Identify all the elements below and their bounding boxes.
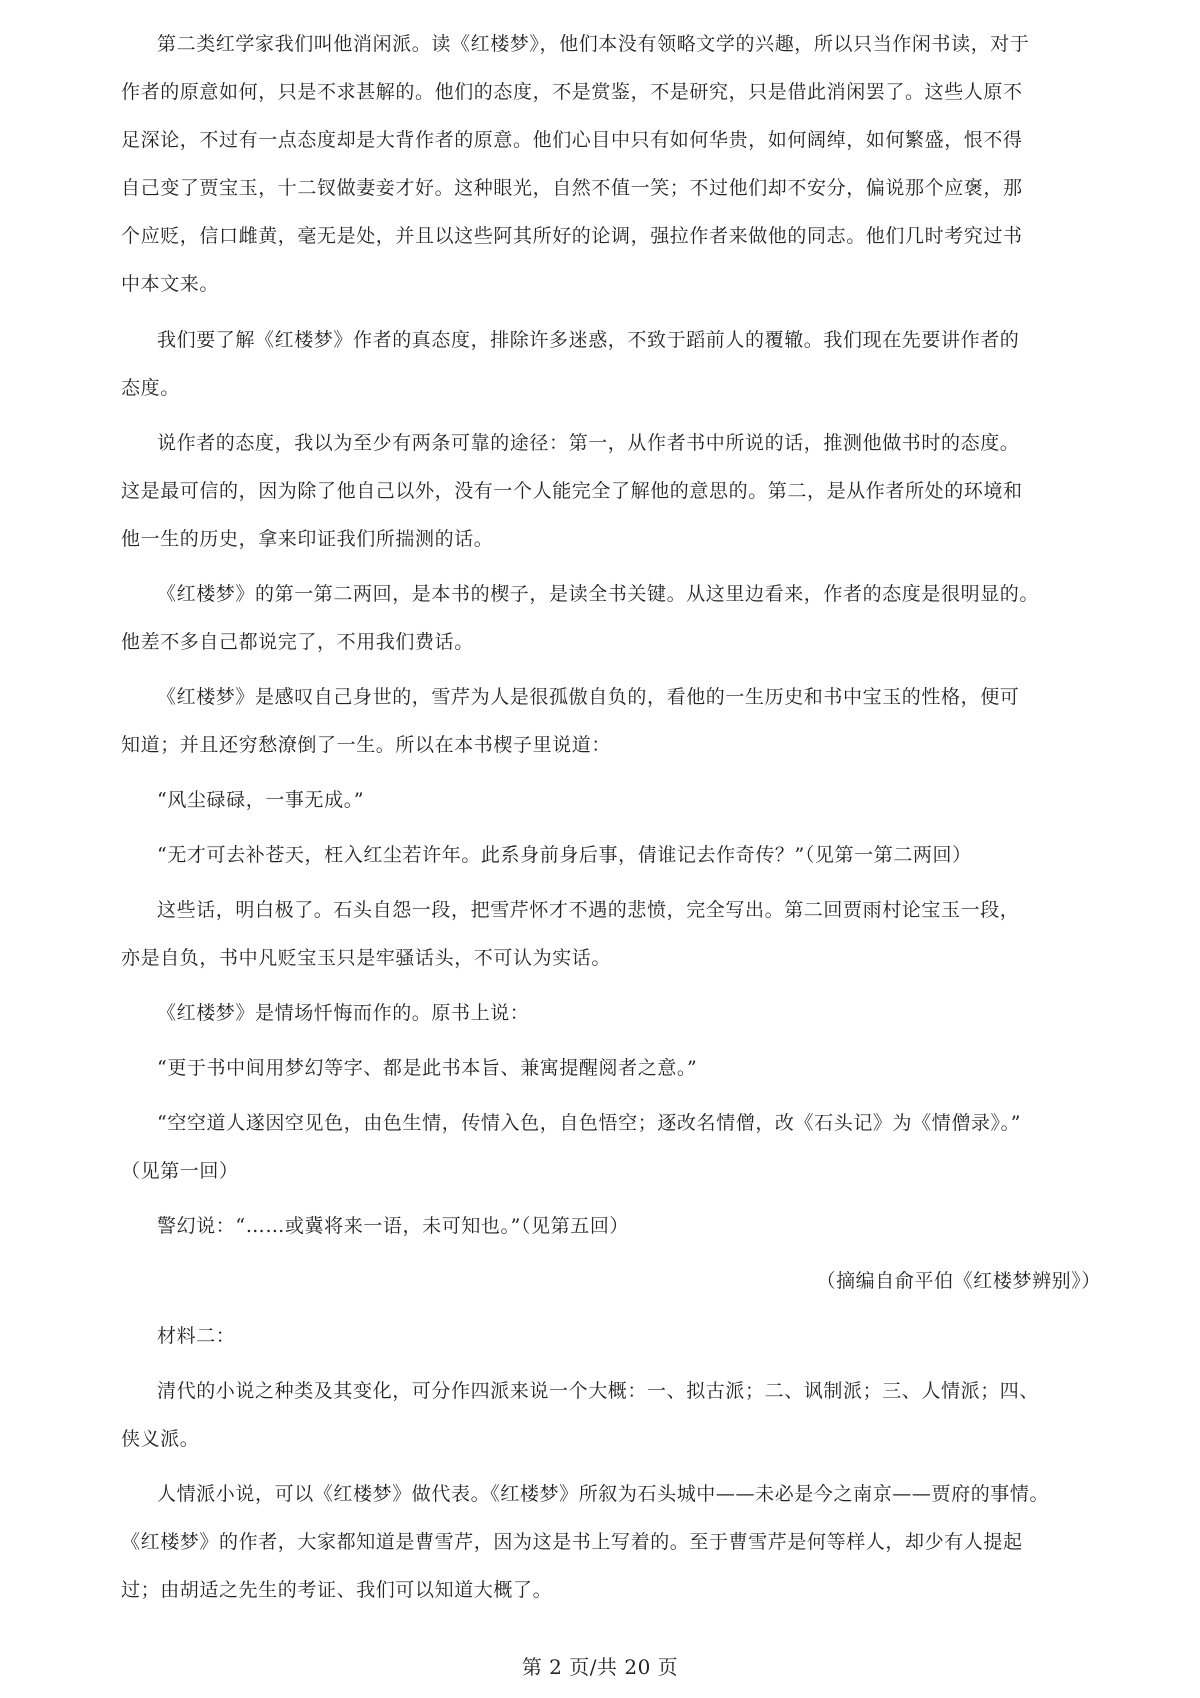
paragraph-1-line-6: 中本文来。: [121, 273, 220, 295]
paragraph-9-line-1: 人情派小说，可以《红楼梦》做代表。《红楼梦》所叙为石头城中——未必是今之南京——贾府的事情。: [157, 1483, 1050, 1505]
paragraph-3-line-3: 他一生的历史，拿来印证我们所揣测的话。: [121, 528, 494, 550]
paragraph-2-line-2: 态度。: [121, 377, 180, 399]
paragraph-4-line-1: 《红楼梦》的第一第二两回，是本书的楔子，是读全书关键。从这里边看来，作者的态度是很明显的。: [157, 583, 1040, 605]
paragraph-9-line-2: 《红楼梦》的作者，大家都知道是曹雪芹，因为这是书上写着的。至于曹雪芹是何等样人，却少有人提起: [121, 1531, 1023, 1553]
paragraph-5-line-1: 《红楼梦》是感叹自己身世的，雪芹为人是很孤傲自负的，看他的一生历史和书中宝玉的性格，便可: [157, 686, 1020, 708]
paragraph-7: 《红楼梦》是情场忏悔而作的。原书上说：: [157, 1002, 530, 1024]
material-2-heading: 材料二：: [157, 1325, 236, 1347]
paragraph-1-line-4: 自己变了贾宝玉，十二钗做妻妾才好。这种眼光，自然不值一笑；不过他们却不安分，偏说那个应褒，那: [121, 177, 1023, 199]
quote-5: 警幻说：“……或冀将来一语，未可知也。”（见第五回）: [157, 1215, 630, 1237]
paragraph-6-line-2: 亦是自负，书中凡贬宝玉只是牢骚话头，不可认为实话。: [121, 947, 612, 969]
paragraph-3-line-1: 说作者的态度，我以为至少有两条可靠的途径：第一，从作者书中所说的话，推测他做书时的态度。: [157, 432, 1020, 454]
page-number: 第 2 页/共 20 页: [521, 1655, 679, 1679]
paragraph-1-line-3: 足深论，不过有一点态度却是大背作者的原意。他们心目中只有如何华贵，如何阔绰，如何繁盛，恨不得: [121, 129, 1023, 151]
quote-4-line-1: “空空道人遂因空见色，由色生情，传情入色，自色悟空；逐改名情僧，改《石头记》为《情僧录》。”: [157, 1112, 1022, 1134]
paragraph-1-line-1: 第二类红学家我们叫他消闲派。读《红楼梦》，他们本没有领略文学的兴趣，所以只当作闲书读，对于: [157, 33, 1030, 55]
quote-2: “无才可去补苍天，枉入红尘若许年。此系身前身后事，倩谁记去作奇传？”（见第一第二两回）: [157, 844, 972, 866]
quote-1: “风尘碌碌，一事无成。”: [157, 789, 365, 811]
quote-3: “更于书中间用梦幻等字、都是此书本旨、兼寓提醒阅者之意。”: [157, 1057, 698, 1079]
paragraph-6-line-1: 这些话，明白极了。石头自怨一段，把雪芹怀才不遇的悲愤，完全写出。第二回贾雨村论宝玉一段，: [157, 899, 1020, 921]
paragraph-2-line-1: 我们要了解《红楼梦》作者的真态度，排除许多迷惑，不致于蹈前人的覆辙。我们现在先要讲作者的: [157, 329, 1020, 351]
source-attribution: （摘编自俞平伯《红楼梦辨别》）: [816, 1270, 1101, 1292]
paragraph-9-line-3: 过；由胡适之先生的考证、我们可以知道大概了。: [121, 1579, 553, 1601]
paragraph-8-line-1: 清代的小说之种类及其变化，可分作四派来说一个大概：一、拟古派；二、讽制派；三、人情派；四、: [157, 1380, 1040, 1402]
paragraph-1-line-5: 个应贬，信口雌黄，毫无是处，并且以这些阿其所好的论调，强拉作者来做他的同志。他们几时考究过书: [121, 225, 1023, 247]
quote-4-line-2: （见第一回）: [121, 1160, 239, 1182]
paragraph-1-line-2: 作者的原意如何，只是不求甚解的。他们的态度，不是赏鉴，不是研究，只是借此消闲罢了。这些人原不: [121, 81, 1023, 103]
paragraph-5-line-2: 知道；并且还穷愁潦倒了一生。所以在本书楔子里说道：: [121, 734, 612, 756]
paragraph-8-line-2: 侠义派。: [121, 1428, 200, 1450]
paragraph-3-line-2: 这是最可信的，因为除了他自己以外，没有一个人能完全了解他的意思的。第二，是从作者所处的环境和: [121, 480, 1023, 502]
paragraph-4-line-2: 他差不多自己都说完了，不用我们费话。: [121, 631, 474, 653]
